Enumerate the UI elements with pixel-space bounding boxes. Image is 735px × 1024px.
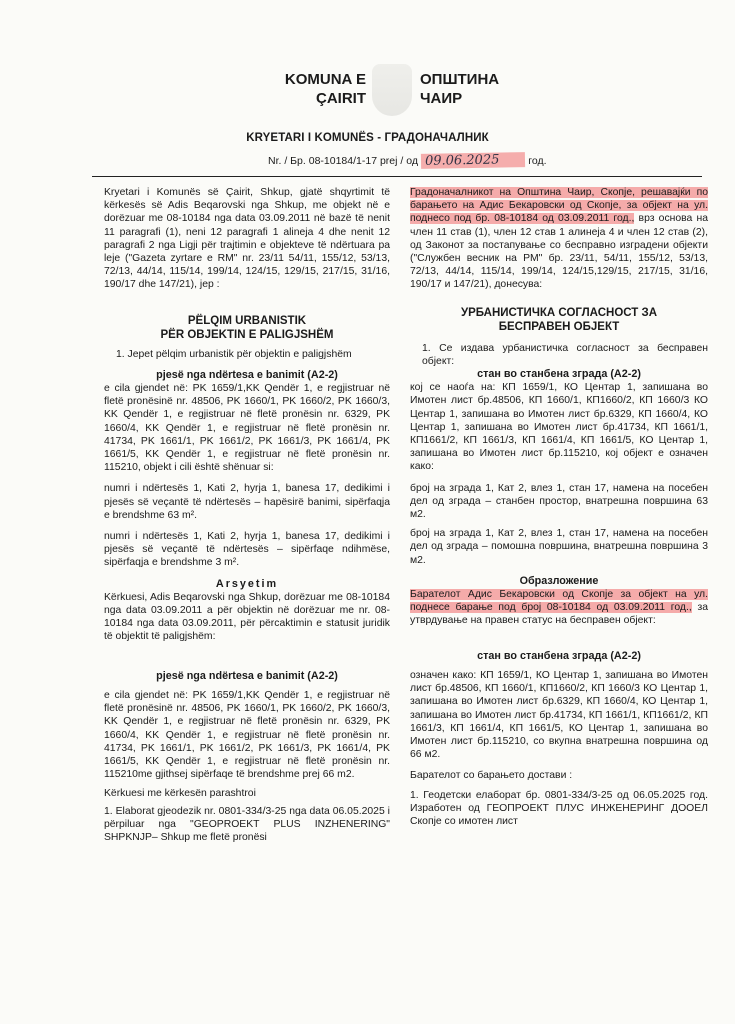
office-title: KRYETARI I KOMUNËS - ГРАДОНАЧАЛНИК	[246, 132, 489, 144]
intro-paragraph: Kryetari i Komunës së Çairit, Shkup, gjatë shqyrtimit të kërkesës së Adis Beqarovski nga Shkup, me objekt në e dorëzuar me 08-10184 nga data 03.09.2011 në bazë të nenit 11 paragrafi (1), neni 12 paragrafi 1 alineja 4 dhe nenit 12 paragrafi 2 nga Ligji për trajtimin e objekteve të ndërtuara pa leje ("Gazeta zyrtare e RM" nr. 23/11 54/11, 155/12, 53/13, 72/13, 44/14, 115/14, 199/14, 124/15, 129/15, 217/15, 31/16, 190/17 dhe 147/21), jep :	[104, 187, 390, 291]
macedonian-column	[410, 186, 708, 828]
highlight-applicant: Градоначалникот на Општина Чаир, Скопје, решавајќи по барањето на Адис Бекаровски од Скопје, за објект на ул.	[410, 187, 708, 212]
albanian-column	[104, 186, 390, 844]
reference-line	[268, 153, 546, 168]
object-type-2: pjesë nga ndërtesa e banimit (A2-2)	[156, 669, 338, 682]
reasoning-paragraph-mk: Барателот Адис Бекаровски од Скопје за објект на ул. поднесе барање под број 08-10184 од 03.09.2011 год., за утврдување на правен статус на бесправен објект:	[410, 589, 708, 627]
decision-subtitle: PËR OBJEKTIN E PALIGJSHËM	[160, 328, 334, 341]
object-type-2-mk: стан во станбена зграда (А2-2)	[477, 649, 641, 662]
item-1: 1. Jepet pëlqim urbanistik për objektin e paligjshëm	[116, 348, 352, 360]
decision-title: PËLQIM URBANISTIK	[187, 314, 307, 327]
location-paragraph-mk: кој се наоѓа на: КП 1659/1, КО Центар 1, запишана во Имотен лист бр.48506, КП 1660/1, КП1660/2, КП 1660/3 КО Центар 1, запишана во Имотен лист бр.6329, КП 1660/4, КО Центар 1, запишана во Имотен лист бр.41734, КП 1661/1, КП1661/2, КП 1661/3, КП 1661/4, КП 1661/5, КО Центар 1, запишана во Имотен лист бр.115210, кој објект е означен како:	[410, 382, 708, 473]
attachment-1: 1. Elaborat gjeodezik nr. 0801-334/3-25 nga data 06.05.2025 i përpiluar nga "GEOPROEKT PLUS INZHENERING" SHPKNJP– Shkup me fletë pronësi	[104, 805, 390, 843]
highlight-applicant-2: Барателот Адис Бекаровски од Скопје за објект на ул.	[410, 589, 708, 601]
ref-date: 09.06.2025	[421, 152, 526, 169]
unit-description-2-mk: број на зграда 1, Кат 2, влез 1, стан 17, намена на посебен дел од зграда – помошна површина, внатрешна површина 3 м2.	[410, 528, 708, 566]
location-paragraph-2: e cila gjendet në: PK 1659/1,KK Qendër 1, e regjistruar në fletë pronësinë nr. 48506, PK 1660/1, PK 1660/2, PK 1660/3, KK Qendër 1, e regjistruar në fletë pronësin nr. 6329, PK 1660/4, KK Qendër 1, e regjistruar në fletë pronësin nr. 41734, PK 1661/1, PK 1661/2, PK 1661/3, PK 1661/4, PK 1661/5, KK Qendër 1, e regjistruar në fletë pronësin nr. 115210me gjithsej sipërfaqe të brendshme prej 66 m2.	[104, 689, 390, 781]
intro-paragraph-mk: Градоначалникот на Општина Чаир, Скопје, решавајќи по барањето на Адис Бекаровски од Скопје, за објект на ул. поднесо под бр. 08-10184 од 03.09.2011 год., врз основа на член 11 став (1), член 12 став 1 алинеја 4 и член 12 став (2), од Законот за постапување со бесправно изградени објекти ("Службен весник на РМ" бр. 23/11, 54/11, 155/12, 53/13, 72/13, 44/14, 115/14, 199/14, 124/15,129/15, 217/15, 31/16, 190/17 и 147/21), донесува:	[410, 187, 709, 291]
reasoning-paragraph: Kërkuesi, Adis Beqarovski nga Shkup, dorëzuar me 08-10184 nga data 03.09.2011 a për objektin në dorëzuar me nr. 08-10184 nga data 03.09.2011, për përcaktimin e statusit juridik të objektit të paligjshëm:	[104, 591, 390, 643]
object-type: pjesë nga ndërtesa e banimit (A2-2)	[156, 368, 338, 381]
coat-of-arms-icon	[372, 64, 412, 116]
ref-number: Nr. / Бр. 08-10184/1-17 prej /	[268, 155, 407, 167]
decision-subtitle-mk: БЕСПРАВЕН ОБЈЕКТ	[498, 320, 620, 333]
ref-od: од	[406, 155, 421, 167]
ref-suffix: год.	[525, 155, 547, 167]
municipality-name-cyrillic: ОПШТИНА ЧАИР	[420, 71, 500, 107]
unit-description-1: numri i ndërtesës 1, Kati 2, hyrja 1, banesa 17, dedikimi i pjesës së veçantë të ndërtesës – hapësirë banimi, sipërfaqja e brendshme 63 m².	[104, 483, 390, 521]
reasoning-title-mk: Образложение	[519, 574, 599, 587]
municipality-name-latin: KOMUNA E ÇAIRIT	[284, 71, 366, 107]
location-paragraph: e cila gjendet në: PK 1659/1,KK Qendër 1, e regjistruar në fletë pronësinë nr. 48506, PK 1660/1, PK 1660/2, PK 1660/3, KK Qendër 1, e regjistruar në fletë pronësin nr. 6329, PK 1660/4, KK Qendër 1, e regjistruar në fletë pronësin nr. 41734, PK 1661/1, PK 1661/2, PK 1661/3, PK 1661/4, PK 1661/5, KK Qendër 1, e regjistruar në fletë pronësin nr. 115210, objekt i cili është shënuar si:	[104, 383, 390, 474]
location-paragraph-2-mk: означен како: КП 1659/1, КО Центар 1, запишана во Имотен лист бр.48506, КП 1660/1, КП1660/2, КП 1660/3 КО Центар 1, запишана во Имотен лист бр.6329, КП 1660/4, КО Центар 1, запишана во Имотен лист бр.41734, КП 1661/1, КП1661/2, КП 1661/3, КП 1661/4, КП 1661/5, КО Центар 1, запишана во Имотен лист бр.115210, со вкупна внатрешна површина од 66 м2.	[410, 669, 708, 761]
unit-description-1-mk: број на зграда 1, Кат 2, влез 1, стан 17, намена на посебен дел од зграда – станбен простор, внатрешна површина 63 м2.	[410, 482, 708, 521]
submitted-heading: Kërkuesi me kërkesën parashtroi	[104, 788, 256, 800]
letterhead	[0, 58, 735, 128]
attachment-1-mk: 1. Геодетски елаборат бр. 0801-334/3-25 од 06.05.2025 год. Изработен од ГЕОПРОЕКТ ПЛУС ИНЖЕНЕРИНГ ДООЕЛ Скопје со имотен лист	[410, 789, 708, 827]
unit-description-2: numri i ndërtesës 1, Kati 2, hyrja 1, banesa 17, dedikimi i pjesës së veçantë të ndërtesës – sipërfaqe ndihmëse, sipërfaqja e brendshme 3 m².	[104, 531, 390, 569]
reasoning-title: Arsyetim	[215, 577, 279, 590]
highlight-submission-2: поднесе барање под број 08-10184 од 03.09.2011 год.,	[410, 602, 692, 614]
item-1-mk: 1. Се издава урбанистичка согласност за бесправен објект:	[422, 342, 708, 367]
highlight-submission: поднесо под бр. 08-10184 од 03.09.2011 год.,	[410, 213, 635, 225]
object-type-mk: стан во станбена зграда (А2-2)	[477, 368, 641, 381]
header-divider	[92, 176, 702, 177]
decision-title-mk: УРБАНИСТИЧКА СОГЛАСНОСТ ЗА	[460, 306, 658, 319]
submitted-heading-mk: Барателот со барањето достави :	[410, 770, 573, 782]
